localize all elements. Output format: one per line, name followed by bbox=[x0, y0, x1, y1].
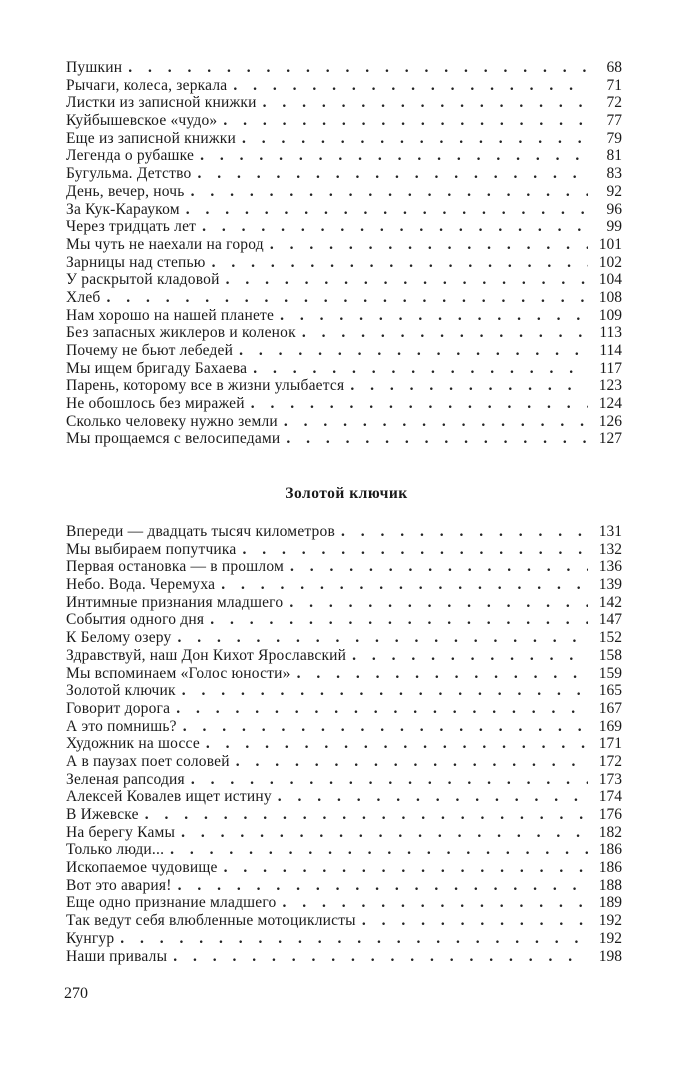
dot-leader bbox=[212, 254, 588, 272]
toc-entry-title: Рычаги, колеса, зеркала bbox=[66, 76, 228, 94]
toc-entry-page: 124 bbox=[598, 395, 622, 413]
toc-entry-title: Бугульма. Детство bbox=[66, 165, 192, 183]
toc-entry-title: Еще из записной книжки bbox=[66, 129, 236, 147]
toc-entry-page: 167 bbox=[598, 699, 622, 717]
toc-entry-page: 172 bbox=[598, 752, 622, 770]
toc-entry-page: 102 bbox=[598, 253, 622, 271]
dot-leader bbox=[206, 735, 588, 753]
dot-leader bbox=[170, 841, 588, 859]
toc-entry bbox=[66, 307, 622, 325]
dot-leader bbox=[297, 665, 588, 683]
toc-entry-page: 165 bbox=[598, 682, 622, 700]
dot-leader bbox=[191, 771, 588, 789]
toc-entry-title: Куйбышевское «чудо» bbox=[66, 112, 218, 130]
toc-entry-page: 142 bbox=[598, 593, 622, 611]
toc-entry bbox=[66, 413, 622, 431]
toc-entry bbox=[66, 558, 622, 576]
dot-leader bbox=[145, 806, 588, 824]
toc-entry-page: 171 bbox=[598, 735, 622, 753]
toc-entry bbox=[66, 201, 622, 219]
dot-leader bbox=[242, 130, 588, 148]
toc-entry bbox=[66, 395, 622, 413]
toc-entry-title: У раскрытой кладовой bbox=[66, 271, 220, 289]
dot-leader bbox=[280, 307, 588, 325]
toc-entry-page: 101 bbox=[598, 235, 622, 253]
toc-entry-page: 114 bbox=[599, 342, 622, 359]
toc-entry-title: Так ведут себя влюбленные мотоциклисты bbox=[66, 912, 356, 930]
toc-entry-title: Золотой ключик bbox=[66, 682, 176, 700]
toc-entry-title: Хлеб bbox=[66, 288, 101, 306]
toc-entry bbox=[66, 59, 622, 77]
toc-entry-title: День, вечер, ночь bbox=[66, 182, 185, 200]
dot-leader bbox=[182, 682, 588, 700]
toc-entry bbox=[66, 877, 622, 895]
toc-entry-page: 192 bbox=[598, 912, 622, 930]
dot-leader bbox=[290, 558, 588, 576]
toc-entry bbox=[66, 130, 622, 148]
toc-entry-title: Пушкин bbox=[66, 59, 123, 76]
toc-entry-page: 123 bbox=[598, 377, 622, 395]
toc-entry-page: 131 bbox=[598, 523, 622, 540]
toc-entry-title: Еще одно признание младшего bbox=[66, 894, 277, 912]
toc-entry bbox=[66, 254, 622, 272]
toc-entry-page: 176 bbox=[598, 806, 622, 823]
dot-leader bbox=[341, 523, 588, 541]
toc-entry-page: 92 bbox=[606, 182, 622, 200]
toc-entry-page: 188 bbox=[598, 876, 622, 894]
toc-entry-title: Интимные признания младшего bbox=[66, 593, 284, 611]
dot-leader bbox=[251, 395, 588, 413]
toc-entry-page: 186 bbox=[598, 859, 622, 877]
toc-entry bbox=[66, 324, 622, 342]
toc-entry-page: 132 bbox=[598, 540, 622, 558]
toc-entry bbox=[66, 735, 622, 753]
toc-entry-title: Здравствуй, наш Дон Кихот Ярославский bbox=[66, 646, 347, 664]
toc-entry-title: Художник на шоссе bbox=[66, 735, 200, 753]
toc-entry-page: 109 bbox=[598, 306, 622, 324]
toc-entry bbox=[66, 824, 622, 842]
toc-entry-page: 104 bbox=[598, 271, 622, 289]
dot-leader bbox=[270, 236, 588, 254]
toc-entry bbox=[66, 930, 622, 948]
toc-entry bbox=[66, 594, 622, 612]
dot-leader bbox=[253, 360, 588, 378]
dot-leader bbox=[221, 576, 588, 594]
toc-entry bbox=[66, 360, 622, 378]
dot-leader bbox=[362, 912, 588, 930]
toc-entry-page: 72 bbox=[606, 94, 622, 112]
toc-entry bbox=[66, 611, 622, 629]
toc-entry-title: За Кук-Карауком bbox=[66, 200, 180, 218]
dot-leader bbox=[128, 59, 588, 77]
dot-leader bbox=[243, 541, 588, 559]
toc-entry-page: 71 bbox=[606, 76, 622, 94]
dot-leader bbox=[177, 629, 588, 647]
toc-entry bbox=[66, 700, 622, 718]
toc-entry bbox=[66, 788, 622, 806]
toc-entry-page: 189 bbox=[598, 894, 622, 912]
dot-leader bbox=[120, 930, 588, 948]
toc-entry-page: 81 bbox=[606, 147, 622, 165]
toc-entry-title: Нам хорошо на нашей планете bbox=[66, 306, 275, 324]
toc-entry bbox=[66, 342, 622, 360]
dot-leader bbox=[226, 271, 588, 289]
toc-list-part1 bbox=[66, 59, 622, 448]
toc-entry-title: А в паузах поет соловей bbox=[66, 752, 230, 770]
toc-entry bbox=[66, 753, 622, 771]
dot-leader bbox=[223, 112, 588, 130]
toc-entry-title: Листки из записной книжки bbox=[66, 94, 257, 112]
toc-entry-title: Сколько человеку нужно земли bbox=[66, 412, 278, 430]
toc-entry-page: 127 bbox=[598, 430, 622, 448]
toc-entry bbox=[66, 430, 622, 448]
dot-leader bbox=[284, 413, 588, 431]
toc-entry bbox=[66, 94, 622, 112]
dot-leader bbox=[224, 859, 588, 877]
toc-entry bbox=[66, 576, 622, 594]
toc-entry-page: 174 bbox=[598, 788, 622, 806]
toc-entry-page: 136 bbox=[598, 558, 622, 576]
toc-entry-page: 126 bbox=[598, 412, 622, 430]
toc-entry bbox=[66, 806, 622, 824]
toc-entry-title: Впереди — двадцать тысяч километров bbox=[66, 523, 335, 540]
dot-leader bbox=[202, 218, 588, 236]
toc-entry bbox=[66, 183, 622, 201]
section-heading: Золотой ключик bbox=[285, 485, 408, 502]
toc-entry-title: К Белому озеру bbox=[66, 629, 172, 647]
toc-entry bbox=[66, 841, 622, 859]
page-number: 270 bbox=[64, 985, 88, 1002]
dot-leader bbox=[181, 824, 588, 842]
toc-entry-title: Вот это авария! bbox=[66, 876, 172, 894]
toc-entry-page: 147 bbox=[598, 611, 622, 629]
toc-entry-page: 159 bbox=[598, 664, 622, 682]
toc-entry-title: Мы выбираем попутчика bbox=[66, 540, 237, 558]
toc-entry-title: Первая остановка — в прошлом bbox=[66, 558, 284, 576]
toc-entry-page: 79 bbox=[606, 129, 622, 147]
toc-entry bbox=[66, 523, 622, 541]
toc-entry-title: Парень, которому все в жизни улыбается bbox=[66, 377, 345, 395]
toc-entry-title: Легенда о рубашке bbox=[66, 147, 195, 165]
toc-entry-title: События одного дня bbox=[66, 611, 205, 629]
toc-entry-title: Мы ищем бригаду Бахаева bbox=[66, 359, 248, 377]
toc-entry-page: 77 bbox=[606, 112, 622, 130]
toc-entry-title: А это помнишь? bbox=[66, 717, 177, 735]
toc-entry bbox=[66, 629, 622, 647]
toc-entry bbox=[66, 894, 622, 912]
toc-entry-title: Мы вспоминаем «Голос юности» bbox=[66, 664, 291, 682]
dot-leader bbox=[191, 183, 588, 201]
toc-entry-title: В Ижевске bbox=[66, 806, 139, 823]
dot-leader bbox=[289, 594, 588, 612]
toc-entry bbox=[66, 541, 622, 559]
toc-entry-page: 158 bbox=[598, 646, 622, 664]
toc-entry-page: 173 bbox=[598, 770, 622, 788]
toc-entry-page: 83 bbox=[606, 165, 622, 183]
toc-entry-title: Наши привалы bbox=[66, 947, 168, 965]
toc-entry-title: Не обошлось без миражей bbox=[66, 395, 245, 413]
dot-leader bbox=[200, 147, 588, 165]
toc-entry-title: Мы прощаемся с велосипедами bbox=[66, 430, 281, 448]
toc-entry bbox=[66, 218, 622, 236]
dot-leader bbox=[286, 430, 588, 448]
toc-entry bbox=[66, 647, 622, 665]
toc-entry-title: Зарницы над степью bbox=[66, 253, 206, 271]
toc-entry-title: Говорит дорога bbox=[66, 699, 171, 717]
toc-list-part2 bbox=[66, 523, 622, 965]
toc-entry-page: 186 bbox=[598, 841, 622, 859]
dot-leader bbox=[107, 289, 589, 307]
dot-leader bbox=[178, 877, 588, 895]
toc-entry bbox=[66, 859, 622, 877]
toc-entry-title: Мы чуть не наехали на город bbox=[66, 235, 264, 253]
toc-entry bbox=[66, 289, 622, 307]
toc-entry bbox=[66, 112, 622, 130]
dot-leader bbox=[278, 788, 588, 806]
toc-entry-title: Ископаемое чудовище bbox=[66, 859, 218, 877]
dot-leader bbox=[176, 700, 588, 718]
toc-entry bbox=[66, 912, 622, 930]
dot-leader bbox=[236, 753, 588, 771]
dot-leader bbox=[350, 377, 588, 395]
toc-entry-title: Почему не бьют лебедей bbox=[66, 342, 234, 359]
toc-entry-page: 182 bbox=[598, 823, 622, 841]
toc-entry-page: 117 bbox=[599, 359, 622, 377]
dot-leader bbox=[233, 77, 588, 95]
toc-entry-title: Без запасных жиклеров и коленок bbox=[66, 324, 296, 342]
dot-leader bbox=[263, 94, 588, 112]
dot-leader bbox=[210, 611, 588, 629]
toc-entry-page: 68 bbox=[606, 59, 622, 76]
dot-leader bbox=[183, 718, 588, 736]
toc-entry bbox=[66, 718, 622, 736]
dot-leader bbox=[186, 201, 588, 219]
toc-entry bbox=[66, 948, 622, 966]
toc-entry bbox=[66, 377, 622, 395]
toc-entry-title: На берегу Камы bbox=[66, 823, 176, 841]
toc-entry bbox=[66, 682, 622, 700]
toc-entry-title: Алексей Ковалев ищет истину bbox=[66, 788, 272, 806]
toc-entry-page: 113 bbox=[599, 324, 622, 342]
toc-entry-title: Только люди... bbox=[66, 841, 165, 859]
toc-entry-page: 96 bbox=[606, 200, 622, 218]
toc-entry-title: Зеленая рапсодия bbox=[66, 770, 185, 788]
toc-entry-title: Через тридцать лет bbox=[66, 218, 197, 236]
toc-entry-page: 192 bbox=[598, 929, 622, 947]
toc-entry bbox=[66, 236, 622, 254]
dot-leader bbox=[283, 894, 589, 912]
toc-entry-title: Кунгур bbox=[66, 929, 115, 947]
toc-entry bbox=[66, 665, 622, 683]
dot-leader bbox=[197, 165, 588, 183]
toc-entry-page: 139 bbox=[598, 576, 622, 594]
dot-leader bbox=[352, 647, 588, 665]
toc-entry-page: 99 bbox=[606, 218, 622, 236]
dot-leader bbox=[239, 342, 588, 360]
toc-entry-page: 152 bbox=[598, 629, 622, 647]
toc-entry bbox=[66, 147, 622, 165]
toc-entry bbox=[66, 165, 622, 183]
toc-entry bbox=[66, 271, 622, 289]
toc-entry-page: 108 bbox=[598, 288, 622, 306]
toc-entry-page: 198 bbox=[598, 947, 622, 965]
dot-leader bbox=[302, 324, 588, 342]
toc-entry bbox=[66, 771, 622, 789]
toc-entry-title: Небо. Вода. Черемуха bbox=[66, 576, 216, 594]
dot-leader bbox=[173, 948, 588, 966]
toc-entry-page: 169 bbox=[598, 717, 622, 735]
toc-entry bbox=[66, 77, 622, 95]
